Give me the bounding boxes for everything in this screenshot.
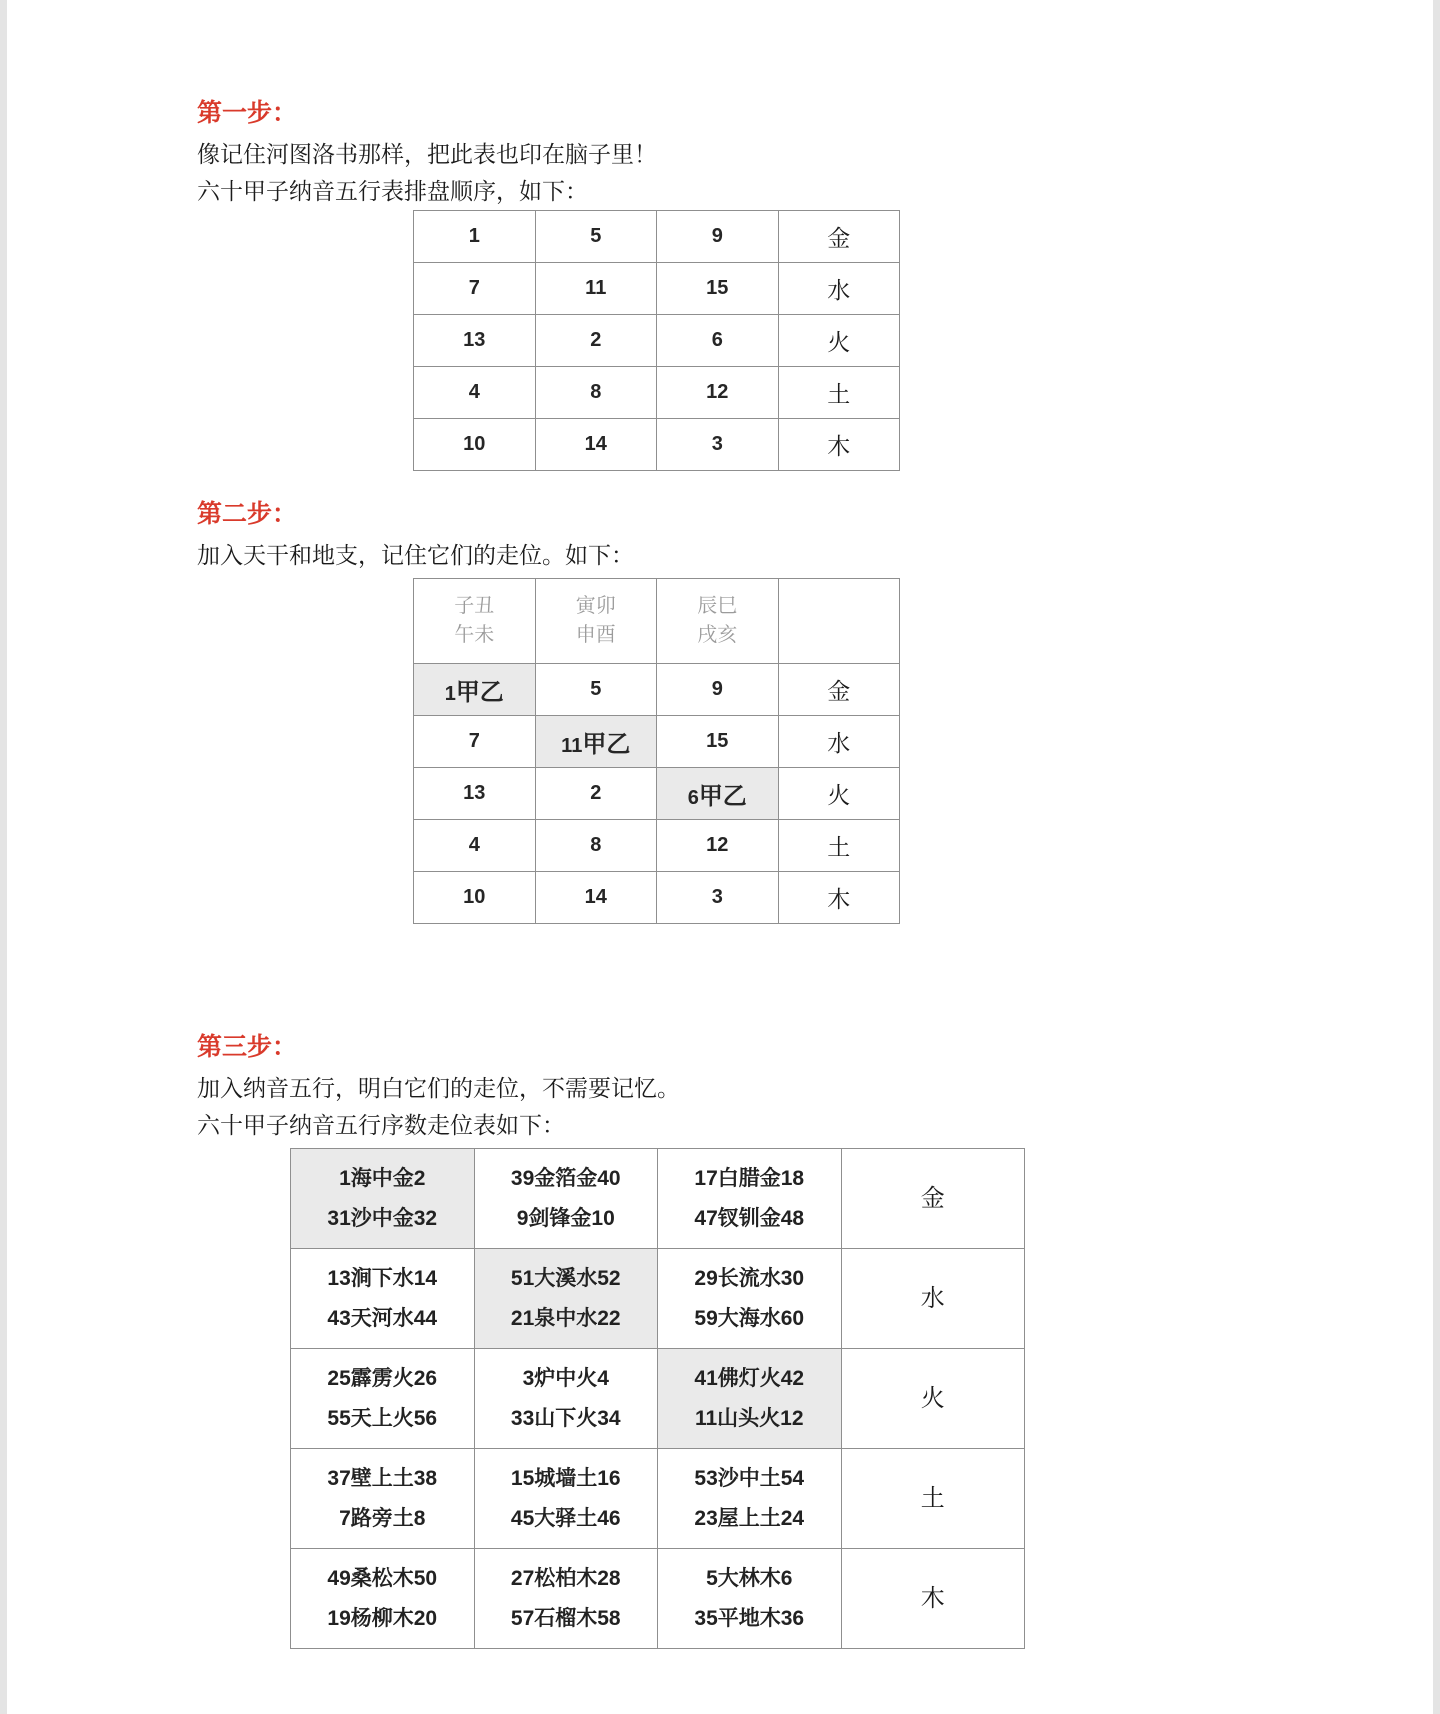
step3-line1: 加入纳音五行，明白它们的走位，不需要记忆。 [197,1075,680,1101]
nayin-entry: 43天河水44 [327,1306,438,1330]
stems-branches-table [413,578,900,924]
table-row [414,367,900,419]
highlighted-cell [657,768,779,820]
nayin-entry: 3炉中火4 [522,1366,609,1390]
highlighted-cell [535,716,657,768]
header-cell [414,579,536,664]
nayin-entry: 25霹雳火26 [327,1366,438,1390]
branch-pair: 申酉 [575,624,616,646]
table-cell: 15 [657,263,779,315]
step1-line2: 六十甲子纳音五行表排盘顺序，如下： [197,178,588,204]
jiayi-mark: 甲乙 [698,783,747,810]
element-cell: 木 [778,872,900,924]
header-cell [778,579,900,664]
step3-heading: 第三步： [197,1033,298,1061]
table-cell [658,1249,842,1349]
table-row [414,820,900,872]
nayin-entry: 31沙中金32 [327,1206,438,1230]
table-cell: 8 [535,367,657,419]
step3-line2: 六十甲子纳音五行序数走位表如下： [197,1112,565,1138]
table-cell [658,1149,842,1249]
nayin-table [290,1148,1025,1649]
nayin-entry: 39金箔金40 [510,1166,621,1190]
branch-pair: 寅卯 [575,595,616,617]
table-cell: 10 [414,872,536,924]
table-cell: 12 [657,367,779,419]
page-edge-right [1433,0,1440,1714]
nayin-entry: 33山下火34 [510,1406,621,1430]
nayin-entry: 23屋上土24 [694,1506,805,1530]
highlighted-cell [414,664,536,716]
table-cell: 12 [657,820,779,872]
table-cell: 10 [414,419,536,471]
table-cell: 7 [414,263,536,315]
table-row [291,1449,1025,1549]
highlighted-cell [291,1149,475,1249]
table-row [414,716,900,768]
element-cell: 水 [841,1249,1025,1349]
table-row [291,1249,1025,1349]
branch-pair: 子丑 [454,595,495,617]
nayin-entry: 59大海水60 [694,1306,805,1330]
nayin-entry: 29长流水30 [694,1266,805,1290]
element-cell: 木 [841,1549,1025,1649]
table-cell: 14 [535,419,657,471]
table-row [414,263,900,315]
table-row [414,315,900,367]
nayin-entry: 21泉中水22 [510,1306,621,1330]
header-cell [535,579,657,664]
step2-heading: 第二步： [197,500,298,528]
nayin-entry: 19杨柳木20 [327,1606,438,1630]
element-cell: 金 [778,211,900,263]
table-cell: 2 [535,315,657,367]
nayin-entry: 5大林木6 [706,1566,793,1590]
jiayi-mark: 甲乙 [582,731,631,758]
nayin-entry: 37壁上土38 [327,1466,438,1490]
highlighted-cell [474,1249,658,1349]
table-cell: 15 [657,716,779,768]
table-cell [658,1549,842,1649]
cell-number: 1 [444,683,456,705]
nayin-entry: 17白腊金18 [694,1166,805,1190]
table-cell: 3 [657,419,779,471]
header-cell [657,579,779,664]
table-cell: 4 [414,367,536,419]
table-row [414,211,900,263]
step2-line1: 加入天干和地支，记住它们的走位。如下： [197,542,634,568]
element-cell: 水 [778,716,900,768]
table-row [414,872,900,924]
element-cell: 金 [841,1149,1025,1249]
table-cell [291,1349,475,1449]
table-cell: 8 [535,820,657,872]
table-cell [658,1449,842,1549]
table-cell: 5 [535,211,657,263]
table-cell [291,1449,475,1549]
highlighted-cell [658,1349,842,1449]
table-cell: 3 [657,872,779,924]
table-row [414,419,900,471]
nayin-entry: 27松柏木28 [510,1566,621,1590]
nayin-entry: 45大驿土46 [510,1506,621,1530]
table-row [414,768,900,820]
element-cell: 土 [778,820,900,872]
nayin-entry: 13涧下水14 [327,1266,438,1290]
table-cell: 6 [657,315,779,367]
table-cell: 13 [414,315,536,367]
nayin-entry: 15城墙土16 [510,1466,621,1490]
table-row [291,1149,1025,1249]
table-cell: 11 [535,263,657,315]
table-cell: 9 [657,664,779,716]
order-table [413,210,900,471]
nayin-entry: 41佛灯火42 [694,1366,805,1390]
section-step1 [0,98,1440,471]
table-header-row [414,579,900,664]
cell-number: 6 [687,787,699,809]
table-cell [474,1549,658,1649]
table-cell: 5 [535,664,657,716]
table-cell: 2 [535,768,657,820]
branch-pair: 辰巳 [697,595,738,617]
element-cell: 水 [778,263,900,315]
branch-pair: 戌亥 [697,624,738,646]
table-row [414,664,900,716]
table-cell [291,1549,475,1649]
element-cell: 木 [778,419,900,471]
table-cell: 9 [657,211,779,263]
nayin-entry: 9剑锋金10 [516,1206,615,1230]
table-cell [474,1449,658,1549]
element-cell: 土 [841,1449,1025,1549]
table-cell [474,1149,658,1249]
branch-pair: 午未 [454,624,495,646]
section-step3 [0,1032,1440,1649]
table-cell [474,1349,658,1449]
nayin-entry: 49桑松木50 [327,1566,438,1590]
nayin-entry: 47钗钏金48 [694,1206,805,1230]
page-edge-left [0,0,7,1714]
section-step2 [0,499,1440,924]
table-cell [291,1249,475,1349]
cell-number: 11 [561,735,583,757]
element-cell: 土 [778,367,900,419]
nayin-entry: 1海中金2 [339,1166,426,1190]
element-cell: 火 [778,315,900,367]
nayin-entry: 55天上火56 [327,1406,438,1430]
nayin-entry: 51大溪水52 [510,1266,621,1290]
nayin-entry: 57石榴木58 [510,1606,621,1630]
table-cell: 1 [414,211,536,263]
table-cell: 14 [535,872,657,924]
nayin-entry: 11山头火12 [694,1406,804,1430]
element-cell: 火 [778,768,900,820]
table-row [291,1549,1025,1649]
jiayi-mark: 甲乙 [455,679,504,706]
step1-heading: 第一步： [197,99,298,127]
table-cell: 13 [414,768,536,820]
element-cell: 金 [778,664,900,716]
step1-line1: 像记住河图洛书那样，把此表也印在脑子里！ [197,141,657,167]
table-cell: 7 [414,716,536,768]
nayin-entry: 53沙中土54 [694,1466,805,1490]
nayin-entry: 7路旁土8 [339,1506,426,1530]
element-cell: 火 [841,1349,1025,1449]
table-cell: 4 [414,820,536,872]
nayin-entry: 35平地木36 [694,1606,805,1630]
table-row [291,1349,1025,1449]
